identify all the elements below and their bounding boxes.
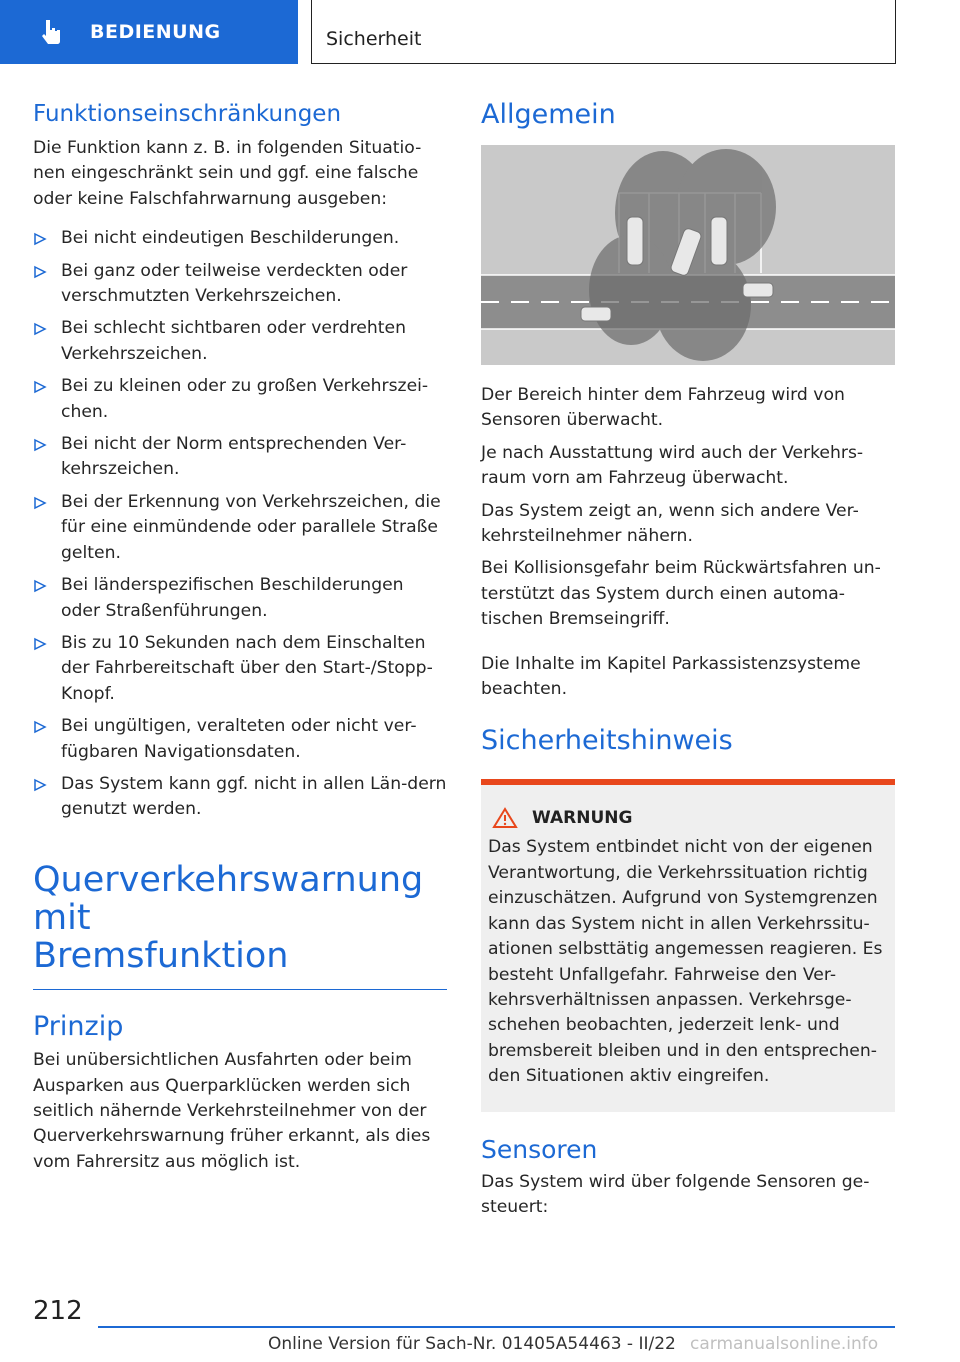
chapter-header	[311, 0, 896, 64]
bullet-triangle-icon	[33, 232, 47, 246]
principle-text: Bei unübersichtlichen Ausfahrten oder beim Ausparken aus Querparklücken werden sich seitlich nähernde Verkehrsteilnehmer von der Querverkehrswarnung früher erkannt, als dies vom Fahrersitz aus möglich ist.	[33, 1050, 431, 1172]
safety-heading: Sicherheitshinweis	[481, 725, 733, 757]
edition-text: Online Version für Sach-Nr. 01405A54463 - II/22	[268, 1334, 676, 1354]
bullet-triangle-icon	[33, 265, 47, 279]
main-title-line2: Bremsfunktion	[33, 935, 289, 976]
general-paragraphs	[481, 383, 895, 633]
limits-list	[33, 226, 447, 823]
warning-triangle-icon	[492, 807, 518, 829]
main-title-line1: Querverkehrswarnung mit	[33, 859, 424, 938]
bullet-triangle-icon	[33, 720, 47, 734]
sensors-heading: Sensoren	[481, 1134, 598, 1164]
footer-rule	[98, 1326, 895, 1328]
limits-intro: Die Funktion kann z. B. in folgenden Situatio-nen eingeschränkt sein und ggf. eine falsche oder keine Falschfahrwarnung ausgeben:	[33, 138, 422, 209]
general-paragraph: Je nach Ausstattung wird auch der Verkehrs-raum vorn am Fahrzeug überwacht.	[481, 442, 864, 489]
warning-label: WARNUNG	[532, 808, 633, 829]
sensors-text: Das System wird über folgende Sensoren ge-steuert:	[481, 1171, 870, 1217]
page-number: 212	[33, 1296, 83, 1326]
bullet-triangle-icon	[33, 778, 47, 792]
limits-list-item: Bei ganz oder teilweise verdeckten oder verschmutzten Verkehrszeichen.	[33, 259, 447, 310]
right-column	[481, 98, 895, 1220]
watermark: carmanualsonline.info	[690, 1334, 879, 1354]
general-note: Die Inhalte im Kapitel Parkassistenzsysteme beachten.	[481, 653, 861, 700]
limits-list-item: Bei nicht der Norm entsprechenden Ver-kehrszeichen.	[33, 432, 447, 483]
limits-list-item: Bei zu kleinen oder zu großen Verkehrszei-chen.	[33, 374, 447, 425]
title-rule	[33, 989, 447, 991]
limits-list-item: Bei ungültigen, veralteten oder nicht ver-fügbaren Navigationsdaten.	[33, 714, 447, 765]
chapter-label: Sicherheit	[326, 28, 422, 50]
general-paragraph: Der Bereich hinter dem Fahrzeug wird von Sensoren überwacht.	[481, 385, 845, 431]
warning-box	[481, 779, 895, 1111]
general-heading: Allgemein	[481, 99, 616, 130]
general-paragraph: Bei Kollisionsgefahr beim Rückwärtsfahren un-terstützt das System durch einen automa-tischen Bremseingriff.	[481, 558, 881, 630]
limits-list-item: Bei länderspezifischen Beschilderungen oder Straßenführungen.	[33, 573, 447, 624]
warning-header	[488, 807, 888, 829]
bullet-triangle-icon	[33, 579, 47, 593]
limits-list-item: Bei nicht eindeutigen Beschilderungen.	[33, 226, 447, 251]
cross-traffic-illustration	[481, 145, 895, 365]
limits-list-item: Bei schlecht sichtbaren oder verdrehten Verkehrszeichen.	[33, 316, 447, 367]
principle-heading: Prinzip	[33, 1011, 124, 1043]
bullet-triangle-icon	[33, 637, 47, 651]
main-title	[33, 861, 447, 975]
limits-list-item: Bei der Erkennung von Verkehrszeichen, die für eine einmündende oder parallele Straße gelten.	[33, 490, 447, 566]
section-tab[interactable]	[0, 0, 298, 64]
limits-heading: Funktionseinschränkungen	[33, 101, 342, 127]
hand-pointer-icon	[36, 17, 66, 47]
general-paragraph: Das System zeigt an, wenn sich andere Ver-kehrsteilnehmer nähern.	[481, 500, 859, 547]
section-label: BEDIENUNG	[90, 21, 221, 43]
left-column	[33, 98, 447, 1175]
limits-list-item: Das System kann ggf. nicht in allen Län-dern genutzt werden.	[33, 772, 447, 823]
bullet-triangle-icon	[33, 438, 47, 452]
bullet-triangle-icon	[33, 380, 47, 394]
limits-list-item: Bis zu 10 Sekunden nach dem Einschalten der Fahrbereitschaft über den Start-/Stopp-Knopf.	[33, 631, 447, 707]
warning-text: Das System entbindet nicht von der eigenen Verantwortung, die Verkehrssituation richtig einzuschätzen. Aufgrund von Systemgrenzen kann das System nicht in allen Verkehrssitu-ationen selbsttätig angemessen reagieren. Es besteht Unfallgefahr. Fahrweise den Ver-kehrsverhältnissen anpassen. Verkehrsge-schehen beobachten, jederzeit lenk- und bremsbereit bleiben und in den entsprechen-den Situationen aktiv eingreifen.	[488, 837, 883, 1087]
bullet-triangle-icon	[33, 322, 47, 336]
parking-scene-graphic	[481, 145, 895, 365]
bullet-triangle-icon	[33, 496, 47, 510]
